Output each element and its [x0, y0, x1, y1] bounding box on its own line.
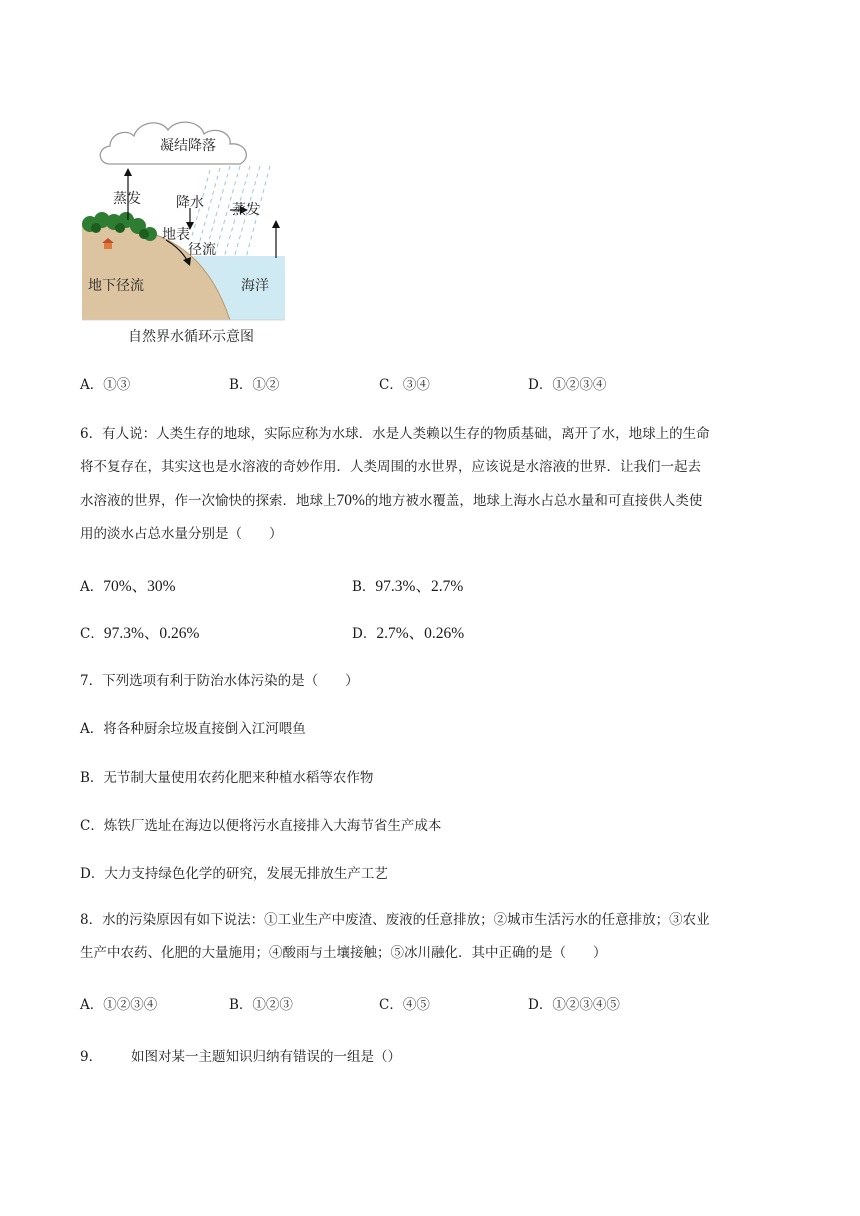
q6-option-c-value: 97.3%、0.26% — [103, 625, 200, 642]
label-evaporation-right: 蒸发 — [232, 202, 260, 218]
q6-option-a — [80, 574, 176, 596]
q6-option-a-value: 70%、30% — [103, 578, 176, 595]
q7-option-a: A．将各种厨余垃圾直接倒入江河喂鱼 — [80, 721, 306, 737]
q8-option-d: D．①②③④⑤ — [528, 997, 620, 1013]
q6-percentage: 70% — [336, 492, 365, 509]
label-evaporation-left: 蒸发 — [113, 191, 141, 207]
q5-option-b: B．①② — [229, 377, 280, 393]
label-ocean: 海洋 — [241, 278, 269, 294]
q6-line-3-start: 水溶液的世界，作一次愉快的探索．地球上 — [80, 493, 337, 509]
q8-stem — [80, 904, 780, 970]
label-groundwater: 地下径流 — [88, 278, 144, 294]
q8-option-a: A．①②③④ — [80, 997, 158, 1013]
q6-option-d — [352, 621, 464, 643]
q5-option-a: A．①③ — [80, 377, 131, 393]
q5-option-d: D．①②③④ — [528, 377, 607, 393]
label-surface-runoff-2: 径流 — [188, 242, 216, 258]
q7-option-c: C．炼铁厂选址在海边以便将污水直接排入大海节省生产成本 — [80, 818, 442, 834]
q6-option-a-letter: A． — [80, 579, 104, 595]
figure-caption: 自然界水循环示意图 — [128, 329, 254, 345]
q6-option-c-letter: C． — [80, 626, 104, 642]
q5-option-c: C．③④ — [379, 377, 430, 393]
q7-option-d: D．大力支持绿色化学的研究，发展无排放生产工艺 — [80, 866, 388, 882]
q6-stem — [80, 418, 780, 551]
label-precipitation: 降水 — [176, 195, 204, 211]
label-condense: 凝结降落 — [160, 138, 216, 154]
q9-number: 9． — [80, 1049, 103, 1065]
q8-option-c: C．④⑤ — [379, 997, 430, 1013]
q6-option-d-letter: D． — [352, 626, 377, 642]
q6-line-1: 6．有人说：人类生存的地球，实际应称为水球．水是人类赖以生存的物质基础，离开了水，地球上的生命 — [80, 426, 710, 442]
q6-option-d-value: 2.7%、0.26% — [376, 625, 465, 642]
q8-option-b: B．①②③ — [229, 997, 293, 1013]
q6-option-b-letter: B． — [352, 579, 376, 595]
q8-line-2: 生产中农药、化肥的大量施用；④酸雨与土壤接触；⑤冰川融化．其中正确的是（ ） — [80, 945, 607, 961]
q8-line-1: 8．水的污染原因有如下说法：①工业生产中废渣、废液的任意排放；②城市生活污水的任意排放；③农业 — [80, 912, 710, 928]
q6-option-b — [352, 574, 463, 596]
q7-stem: 7．下列选项有利于防治水体污染的是（ ） — [80, 673, 359, 689]
q6-line-2: 将不复存在，其实这也是水溶液的奇妙作用．人类周围的水世界，应该说是水溶液的世界．让我们一起去 — [80, 459, 701, 475]
water-cycle-figure — [80, 108, 290, 353]
q6-option-b-value: 97.3%、2.7% — [375, 578, 464, 595]
q9-stem: 如图对某一主题知识归纳有错误的一组是（） — [131, 1049, 401, 1065]
q6-line-3-end: 的地方被水覆盖，地球上海水占总水量和可直接供人类使 — [364, 493, 703, 509]
label-surface-runoff-1: 地表 — [162, 227, 190, 243]
q7-option-b: B．无节制大量使用农药化肥来种植水稻等农作物 — [80, 770, 374, 786]
q6-option-c — [80, 621, 199, 643]
q6-line-4: 用的淡水占总水量分别是（ ） — [80, 526, 283, 542]
q6-line-3 — [80, 484, 780, 518]
